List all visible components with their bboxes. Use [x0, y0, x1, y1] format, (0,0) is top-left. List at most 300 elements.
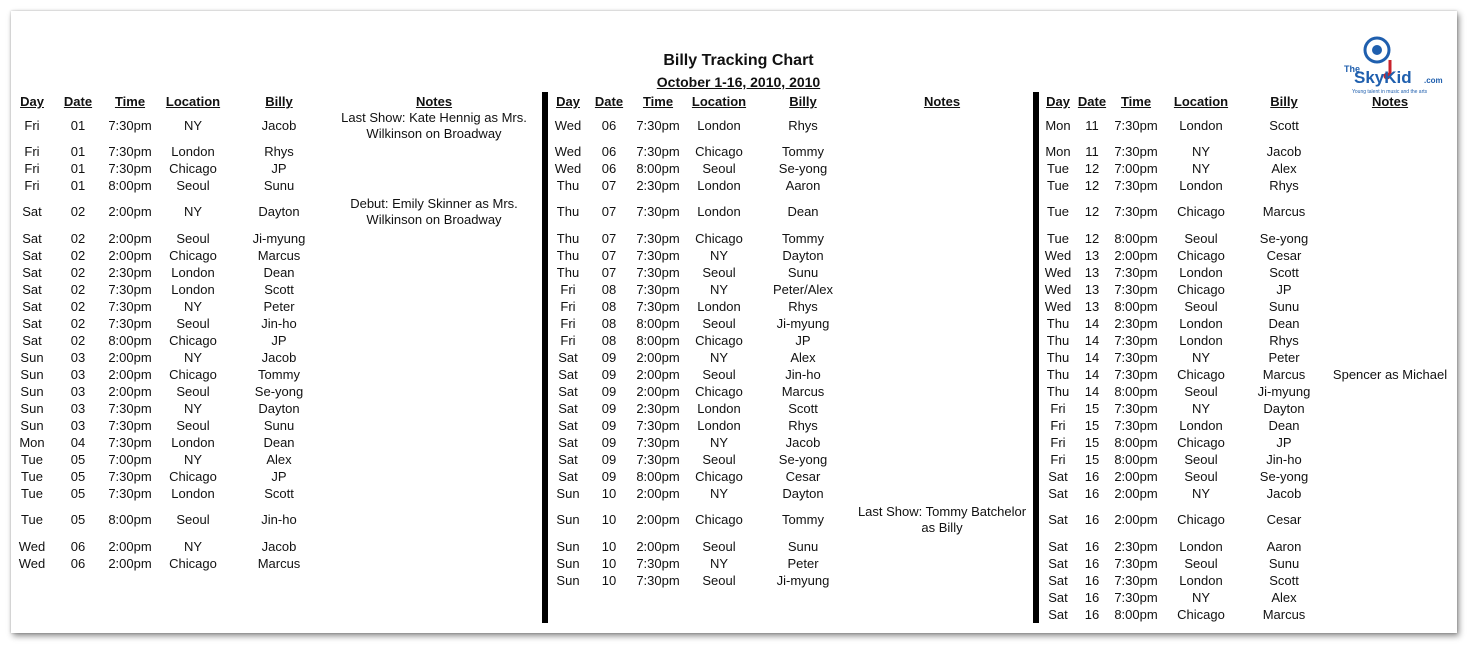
cell-billy: Jin-ho: [785, 367, 821, 382]
cell-day: Sat: [558, 418, 578, 433]
note-line: Wilkinson on Broadway: [366, 212, 502, 227]
cell-time: 7:30pm: [1114, 401, 1158, 416]
cell-location: Seoul: [702, 452, 736, 467]
cell-day: Sat: [22, 204, 42, 219]
cell-time: 8:00pm: [1114, 384, 1158, 399]
cell-location: London: [1179, 178, 1223, 193]
header-time: Time: [114, 94, 146, 109]
cell-location: London: [171, 486, 215, 501]
cell-day: Fri: [24, 161, 40, 176]
cell-date: 08: [601, 299, 617, 314]
cell-time: 7:30pm: [1114, 418, 1158, 433]
note-text: [341, 110, 527, 142]
cell-date: 15: [1084, 452, 1100, 467]
cell-time: 2:00pm: [1114, 486, 1158, 501]
logo-tagline: Young talent in music and the arts: [1352, 89, 1428, 95]
cell-date: 03: [70, 367, 86, 382]
cell-billy: Sunu: [1268, 299, 1300, 314]
cell-location: Seoul: [702, 265, 736, 280]
cell-date: 09: [601, 367, 617, 382]
cell-location: Seoul: [702, 539, 736, 554]
cell-date: 15: [1084, 401, 1100, 416]
cell-date: 16: [1084, 469, 1100, 484]
cell-billy: Dean: [787, 204, 819, 219]
cell-billy: Sunu: [1268, 556, 1300, 571]
cell-time: 2:30pm: [1114, 539, 1158, 554]
cell-date: 02: [70, 282, 86, 297]
cell-day: Sun: [556, 556, 580, 571]
cell-time: 7:30pm: [108, 316, 152, 331]
cell-date: 02: [70, 333, 86, 348]
cell-date: 13: [1084, 265, 1100, 280]
cell-date: 01: [70, 161, 86, 176]
header-notes: Notes: [415, 94, 453, 109]
cell-day: Fri: [1050, 452, 1066, 467]
cell-day: Thu: [1046, 367, 1070, 382]
cell-time: 7:30pm: [636, 144, 680, 159]
cell-day: Thu: [1046, 350, 1070, 365]
cell-billy: Rhys: [788, 118, 818, 133]
cell-date: 02: [70, 231, 86, 246]
cell-day: Fri: [560, 333, 576, 348]
cell-billy: Sunu: [263, 178, 295, 193]
cell-location: London: [1179, 118, 1223, 133]
cell-location: NY: [183, 350, 203, 365]
cell-location: NY: [183, 401, 203, 416]
cell-date: 13: [1084, 248, 1100, 263]
cell-time: 8:00pm: [636, 333, 680, 348]
cell-date: 09: [601, 401, 617, 416]
cell-day: Tue: [21, 452, 43, 467]
cell-location: NY: [1191, 144, 1211, 159]
cell-location: London: [1179, 418, 1223, 433]
header-day: Day: [20, 94, 44, 109]
cell-billy: Scott: [264, 282, 294, 297]
cell-billy: Rhys: [1269, 178, 1299, 193]
cell-time: 7:30pm: [636, 231, 680, 246]
cell-date: 16: [1084, 512, 1100, 527]
cell-location: Chicago: [695, 384, 743, 399]
panel-divider: [542, 92, 548, 623]
cell-billy: Aaron: [785, 178, 821, 193]
cell-date: 09: [601, 452, 617, 467]
cell-billy: JP: [1276, 435, 1292, 450]
cell-date: 06: [70, 539, 86, 554]
cell-date: 01: [70, 118, 86, 133]
cell-date: 15: [1084, 418, 1100, 433]
cell-time: 7:30pm: [1114, 265, 1158, 280]
cell-day: Wed: [554, 144, 582, 159]
cell-billy: Rhys: [1269, 333, 1299, 348]
cell-time: 2:00pm: [1114, 512, 1158, 527]
cell-day: Sun: [20, 367, 44, 382]
cell-day: Sun: [20, 401, 44, 416]
cell-location: Chicago: [1177, 607, 1225, 622]
cell-day: Tue: [1047, 204, 1069, 219]
cell-time: 7:00pm: [1114, 161, 1158, 176]
cell-day: Sat: [1048, 556, 1068, 571]
cell-day: Fri: [560, 282, 576, 297]
cell-location: London: [697, 178, 741, 193]
cell-day: Sat: [1048, 539, 1068, 554]
cell-time: 8:00pm: [108, 333, 152, 348]
cell-time: 2:30pm: [636, 401, 680, 416]
cell-billy: Dayton: [258, 401, 300, 416]
cell-location: Chicago: [695, 512, 743, 527]
cell-location: NY: [709, 282, 729, 297]
cell-day: Sat: [558, 384, 578, 399]
cell-location: Seoul: [1184, 384, 1218, 399]
cell-date: 16: [1084, 573, 1100, 588]
cell-billy: Sunu: [787, 265, 819, 280]
cell-billy: Cesar: [785, 469, 821, 484]
cell-date: 02: [70, 265, 86, 280]
cell-location: Seoul: [176, 178, 210, 193]
cell-time: 7:30pm: [108, 418, 152, 433]
cell-location: NY: [1191, 350, 1211, 365]
cell-time: 7:30pm: [1114, 118, 1158, 133]
cell-date: 12: [1084, 204, 1100, 219]
cell-date: 03: [70, 418, 86, 433]
cell-time: 7:30pm: [1114, 590, 1158, 605]
cell-billy: Ji-myung: [1257, 384, 1311, 399]
header-date: Date: [63, 94, 93, 109]
cell-location: Seoul: [1184, 469, 1218, 484]
cell-location: Chicago: [1177, 282, 1225, 297]
cell-day: Wed: [554, 161, 582, 176]
cell-billy: Se-yong: [1259, 469, 1309, 484]
cell-location: Seoul: [1184, 452, 1218, 467]
cell-billy: Rhys: [788, 418, 818, 433]
cell-time: 7:30pm: [636, 556, 680, 571]
cell-time: 8:00pm: [636, 469, 680, 484]
cell-date: 10: [601, 486, 617, 501]
header-time: Time: [642, 94, 674, 109]
cell-time: 2:00pm: [636, 350, 680, 365]
cell-date: 04: [70, 435, 86, 450]
cell-time: 7:30pm: [636, 452, 680, 467]
cell-billy: Scott: [1269, 573, 1299, 588]
cell-day: Thu: [1046, 333, 1070, 348]
cell-location: London: [697, 401, 741, 416]
cell-time: 7:00pm: [108, 452, 152, 467]
cell-date: 07: [601, 204, 617, 219]
cell-date: 07: [601, 178, 617, 193]
cell-day: Sun: [556, 486, 580, 501]
cell-date: 06: [601, 118, 617, 133]
cell-day: Sun: [20, 418, 44, 433]
cell-location: London: [171, 435, 215, 450]
cell-time: 2:00pm: [108, 231, 152, 246]
cell-billy: Dayton: [782, 248, 824, 263]
cell-day: Sat: [1048, 607, 1068, 622]
cell-date: 11: [1085, 118, 1099, 133]
cell-billy: Scott: [1269, 265, 1299, 280]
cell-date: 03: [70, 384, 86, 399]
cell-billy: Dayton: [782, 486, 824, 501]
cell-billy: Dean: [263, 265, 295, 280]
cell-date: 12: [1084, 161, 1100, 176]
cell-billy: Cesar: [1266, 512, 1302, 527]
cell-day: Sat: [22, 248, 42, 263]
cell-billy: Marcus: [1262, 367, 1306, 382]
logo-the: The: [1344, 64, 1361, 74]
cell-time: 8:00pm: [636, 161, 680, 176]
cell-day: Sat: [558, 350, 578, 365]
cell-billy: Jin-ho: [1266, 452, 1302, 467]
cell-day: Fri: [560, 316, 576, 331]
cell-time: 7:30pm: [1114, 333, 1158, 348]
logo-suffix: .com: [1424, 76, 1443, 85]
cell-billy: JP: [271, 333, 287, 348]
cell-billy: JP: [795, 333, 811, 348]
cell-time: 7:30pm: [108, 282, 152, 297]
cell-billy: Alex: [1271, 161, 1297, 176]
cell-day: Fri: [24, 144, 40, 159]
cell-location: Seoul: [176, 418, 210, 433]
cell-time: 2:00pm: [1114, 248, 1158, 263]
cell-billy: Rhys: [264, 144, 294, 159]
cell-billy: Marcus: [1262, 607, 1306, 622]
cell-day: Fri: [560, 299, 576, 314]
logo-wordmark: SkyKid: [1354, 68, 1412, 87]
cell-billy: JP: [271, 469, 287, 484]
cell-time: 8:00pm: [1114, 452, 1158, 467]
cell-day: Thu: [556, 178, 580, 193]
cell-location: Chicago: [169, 469, 217, 484]
cell-date: 09: [601, 384, 617, 399]
cell-billy: Dean: [263, 435, 295, 450]
cell-billy: Sunu: [787, 539, 819, 554]
cell-date: 02: [70, 299, 86, 314]
cell-billy: Tommy: [782, 144, 824, 159]
cell-time: 7:30pm: [108, 299, 152, 314]
cell-day: Fri: [24, 118, 40, 133]
cell-date: 13: [1084, 299, 1100, 314]
cell-date: 14: [1084, 333, 1100, 348]
cell-date: 16: [1084, 539, 1100, 554]
cell-date: 05: [70, 486, 86, 501]
cell-billy: Scott: [788, 401, 818, 416]
cell-billy: Jacob: [261, 350, 297, 365]
cell-date: 11: [1085, 144, 1099, 159]
header-notes: Notes: [1371, 94, 1409, 109]
cell-billy: Aaron: [1266, 539, 1302, 554]
cell-billy: Alex: [1271, 590, 1297, 605]
cell-time: 2:30pm: [108, 265, 152, 280]
cell-location: NY: [709, 486, 729, 501]
cell-location: NY: [183, 118, 203, 133]
cell-time: 8:00pm: [1114, 435, 1158, 450]
cell-location: London: [171, 282, 215, 297]
cell-day: Sat: [558, 452, 578, 467]
cell-location: Seoul: [1184, 231, 1218, 246]
cell-time: 2:00pm: [108, 204, 152, 219]
cell-time: 7:30pm: [636, 282, 680, 297]
cell-day: Thu: [1046, 316, 1070, 331]
cell-time: 7:30pm: [108, 161, 152, 176]
cell-time: 7:30pm: [1114, 556, 1158, 571]
cell-date: 05: [70, 469, 86, 484]
cell-billy: Tommy: [782, 512, 824, 527]
cell-billy: Scott: [1269, 118, 1299, 133]
cell-day: Mon: [1045, 144, 1071, 159]
cell-location: Chicago: [169, 333, 217, 348]
cell-billy: Alex: [266, 452, 292, 467]
theskykid-logo: [1340, 36, 1452, 98]
cell-day: Wed: [18, 539, 46, 554]
cell-date: 16: [1084, 607, 1100, 622]
cell-billy: Ji-myung: [776, 316, 830, 331]
cell-location: Seoul: [1184, 299, 1218, 314]
cell-billy: Jacob: [1266, 144, 1302, 159]
cell-date: 03: [70, 401, 86, 416]
cell-time: 2:00pm: [108, 556, 152, 571]
cell-date: 06: [70, 556, 86, 571]
cell-date: 06: [601, 161, 617, 176]
cell-date: 02: [70, 248, 86, 263]
cell-location: NY: [709, 435, 729, 450]
page-title: Billy Tracking Chart: [663, 52, 814, 69]
cell-date: 09: [601, 350, 617, 365]
cell-billy: Sunu: [263, 418, 295, 433]
cell-billy: JP: [1276, 282, 1292, 297]
cell-billy: Jacob: [1266, 486, 1302, 501]
cell-day: Wed: [1044, 299, 1072, 314]
cell-date: 02: [70, 204, 86, 219]
cell-day: Sun: [20, 384, 44, 399]
cell-day: Sat: [1048, 590, 1068, 605]
cell-day: Tue: [1047, 161, 1069, 176]
cell-time: 7:30pm: [1114, 282, 1158, 297]
cell-day: Sat: [1048, 469, 1068, 484]
cell-billy: Ji-myung: [252, 231, 306, 246]
cell-day: Tue: [21, 512, 43, 527]
cell-location: Chicago: [1177, 248, 1225, 263]
cell-day: Fri: [1050, 401, 1066, 416]
cell-location: London: [171, 144, 215, 159]
header-date: Date: [1077, 94, 1107, 109]
cell-billy: Tommy: [782, 231, 824, 246]
cell-billy: Se-yong: [778, 452, 828, 467]
cell-day: Sat: [22, 316, 42, 331]
cell-billy: Jin-ho: [261, 316, 297, 331]
cell-location: London: [1179, 265, 1223, 280]
cell-day: Thu: [1046, 384, 1070, 399]
cell-day: Sat: [558, 435, 578, 450]
cell-date: 01: [70, 144, 86, 159]
cell-billy: Dean: [1268, 316, 1300, 331]
cell-time: 7:30pm: [1114, 204, 1158, 219]
header-time: Time: [1120, 94, 1152, 109]
header-notes: Notes: [923, 94, 961, 109]
cell-location: NY: [183, 539, 203, 554]
cell-date: 06: [601, 144, 617, 159]
cell-day: Sat: [558, 469, 578, 484]
header-day: Day: [1046, 94, 1070, 109]
cell-day: Sun: [556, 573, 580, 588]
cell-location: Seoul: [702, 367, 736, 382]
cell-billy: Jin-ho: [261, 512, 297, 527]
cell-location: London: [1179, 573, 1223, 588]
cell-location: Chicago: [169, 367, 217, 382]
cell-billy: Se-yong: [1259, 231, 1309, 246]
cell-billy: Cesar: [1266, 248, 1302, 263]
cell-date: 01: [70, 178, 86, 193]
cell-location: NY: [1191, 486, 1211, 501]
cell-location: London: [697, 118, 741, 133]
cell-location: NY: [183, 452, 203, 467]
cell-time: 7:30pm: [108, 118, 152, 133]
cell-date: 08: [601, 282, 617, 297]
cell-location: Seoul: [702, 573, 736, 588]
cell-billy: Dayton: [1263, 401, 1305, 416]
cell-date: 07: [601, 248, 617, 263]
cell-date: 10: [601, 539, 617, 554]
cell-time: 7:30pm: [636, 248, 680, 263]
cell-day: Tue: [1047, 178, 1069, 193]
cell-time: 7:30pm: [108, 486, 152, 501]
cell-day: Mon: [19, 435, 45, 450]
cell-location: London: [1179, 539, 1223, 554]
cell-location: Chicago: [169, 248, 217, 263]
cell-date: 13: [1084, 282, 1100, 297]
cell-time: 2:00pm: [108, 350, 152, 365]
cell-location: Chicago: [695, 333, 743, 348]
cell-time: 7:30pm: [636, 418, 680, 433]
header-location: Location: [691, 94, 747, 109]
cell-day: Sat: [22, 333, 42, 348]
cell-date: 02: [70, 316, 86, 331]
cell-date: 12: [1084, 178, 1100, 193]
cell-billy: Jacob: [785, 435, 821, 450]
cell-time: 2:30pm: [636, 178, 680, 193]
cell-billy: Marcus: [781, 384, 825, 399]
cell-time: 2:30pm: [1114, 316, 1158, 331]
cell-billy: Dean: [1268, 418, 1300, 433]
cell-billy: Dayton: [258, 204, 300, 219]
cell-time: 2:00pm: [636, 512, 680, 527]
cell-day: Fri: [1050, 435, 1066, 450]
cell-time: 2:00pm: [636, 367, 680, 382]
cell-location: London: [171, 265, 215, 280]
cell-location: Chicago: [1177, 204, 1225, 219]
cell-billy: Peter: [263, 299, 295, 314]
cell-location: NY: [1191, 590, 1211, 605]
header-billy: Billy: [265, 94, 293, 109]
cell-billy: Jacob: [261, 118, 297, 133]
cell-location: Chicago: [695, 231, 743, 246]
cell-time: 7:30pm: [1114, 367, 1158, 382]
cell-day: Sat: [22, 282, 42, 297]
cell-day: Thu: [556, 265, 580, 280]
header-location: Location: [1173, 94, 1229, 109]
cell-time: 7:30pm: [636, 435, 680, 450]
cell-time: 2:00pm: [636, 486, 680, 501]
cell-time: 7:30pm: [636, 118, 680, 133]
cell-location: NY: [709, 248, 729, 263]
cell-day: Fri: [24, 178, 40, 193]
panel-divider: [1033, 92, 1039, 623]
cell-billy: Scott: [264, 486, 294, 501]
cell-day: Wed: [1044, 248, 1072, 263]
cell-time: 2:00pm: [1114, 469, 1158, 484]
cell-billy: Marcus: [257, 556, 301, 571]
cell-location: NY: [183, 204, 203, 219]
cell-billy: Marcus: [257, 248, 301, 263]
cell-time: 8:00pm: [108, 512, 152, 527]
header-location: Location: [165, 94, 221, 109]
